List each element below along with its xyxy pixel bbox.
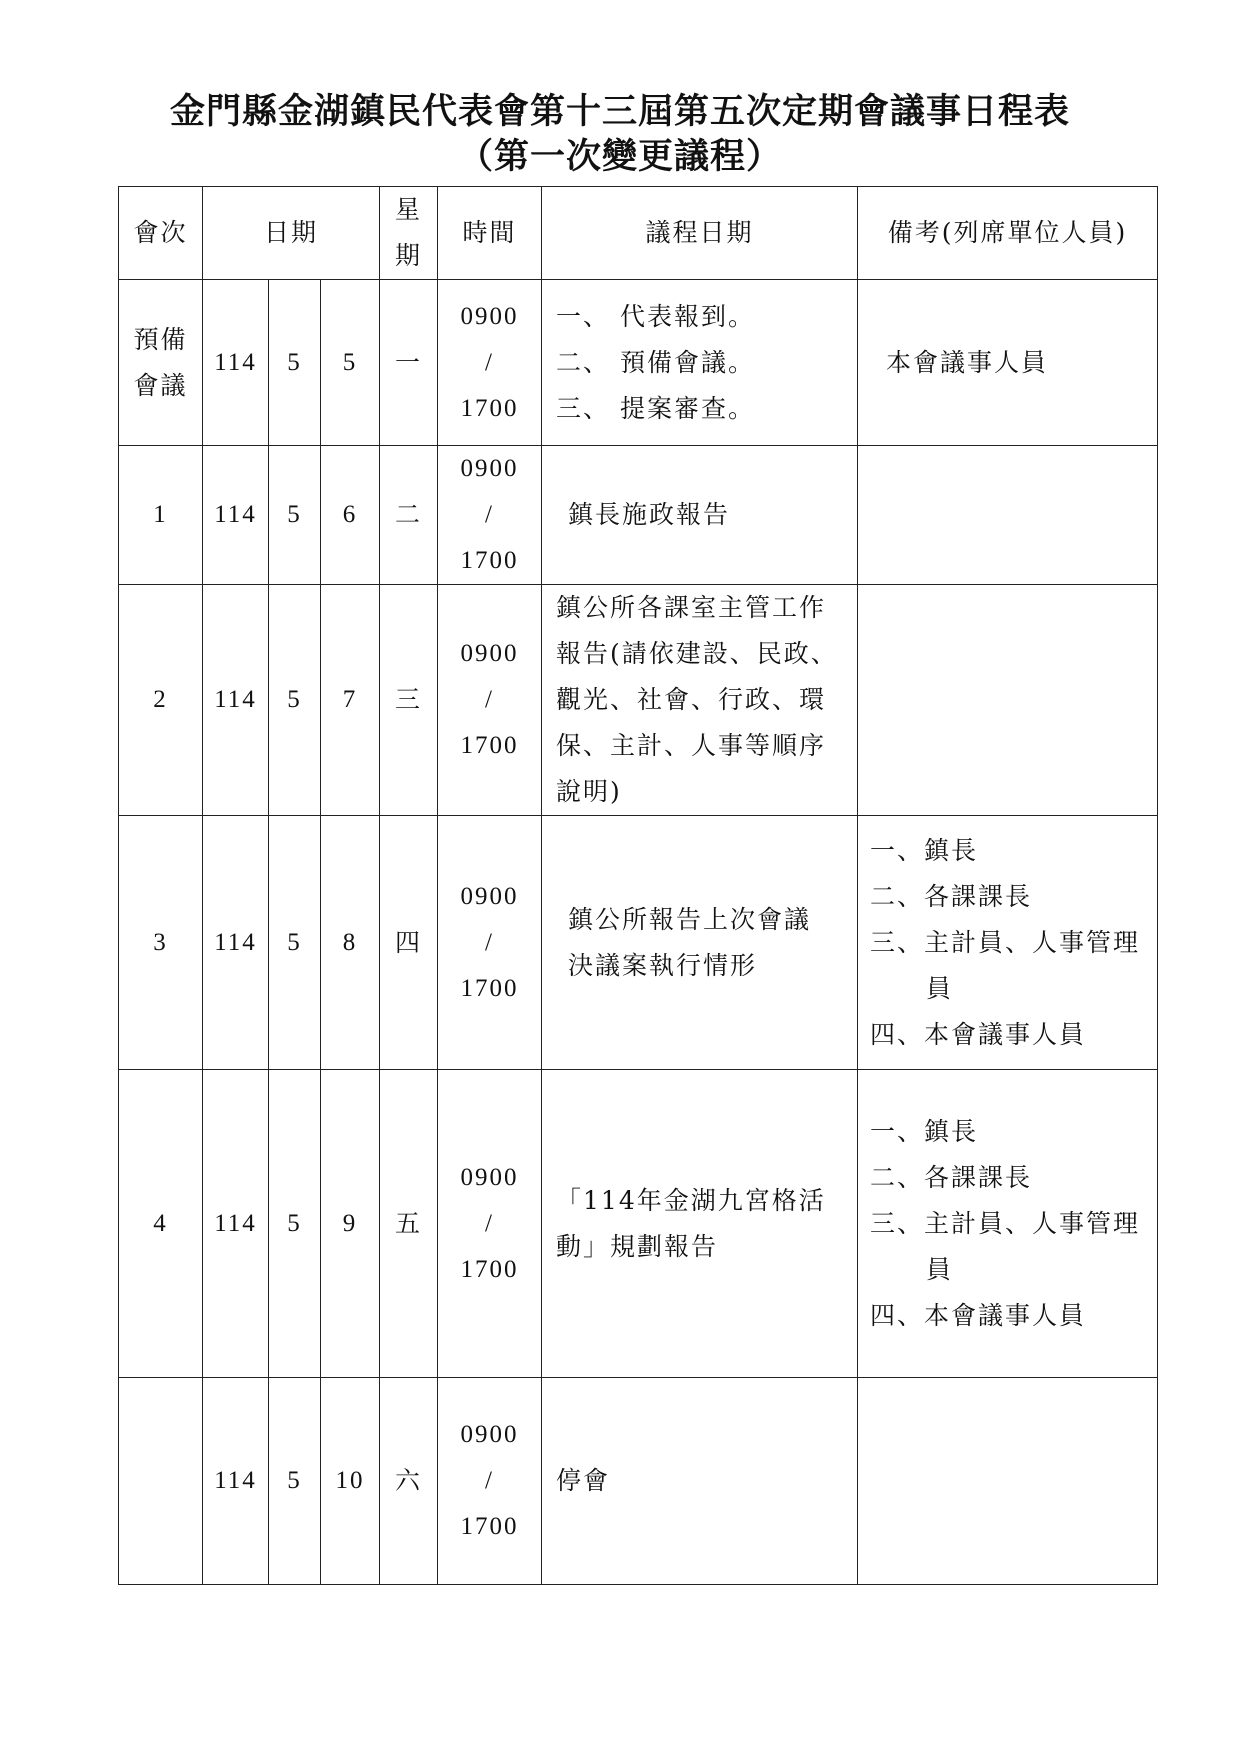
notes-line: 本會議事人員 [886, 347, 1049, 377]
time-start: 0900 [460, 1163, 519, 1191]
year-cell: 114 [203, 816, 269, 1070]
agenda-line: 「114年金湖九宮格活 [556, 1185, 826, 1215]
table-row [119, 585, 1158, 816]
month-cell: 5 [269, 585, 321, 816]
notes-line: 員 [926, 973, 954, 1003]
weekday-cell: 三 [380, 585, 438, 816]
day-cell: 8 [321, 816, 380, 1070]
agenda-line: 動」規劃報告 [556, 1231, 719, 1261]
time-end: 1700 [460, 974, 519, 1002]
time-start: 0900 [460, 1421, 519, 1448]
notes-line: 二、各課課長 [870, 1162, 1033, 1192]
table-row [119, 1070, 1158, 1378]
time-cell [438, 585, 542, 816]
time-start: 0900 [460, 882, 519, 910]
agenda-cell [542, 585, 858, 816]
table-row [119, 1378, 1158, 1585]
time-separator: / [485, 348, 494, 376]
notes-line: 一、鎮長 [870, 1116, 979, 1146]
session-cell: 3 [119, 816, 203, 1070]
weekday-cell: 六 [380, 1378, 438, 1585]
session-cell [119, 280, 203, 446]
month-cell: 5 [269, 1378, 321, 1585]
notes-line: 二、各課課長 [870, 881, 1033, 911]
session-cell: 2 [119, 585, 203, 816]
header-weekday-top: 星 [395, 195, 423, 224]
table-row [119, 446, 1158, 585]
document-subtitle: （第一次變更議程） [457, 137, 782, 177]
time-cell [438, 1378, 542, 1585]
year-cell: 114 [203, 585, 269, 816]
weekday-cell: 二 [380, 446, 438, 585]
agenda-line: 鎮公所各課室主管工作 [556, 593, 827, 622]
header-weekday [380, 187, 438, 280]
weekday-cell: 四 [380, 816, 438, 1070]
day-cell: 6 [321, 446, 380, 585]
notes-line: 四、本會議事人員 [870, 1300, 1087, 1330]
time-separator: / [485, 1209, 494, 1237]
agenda-cell [542, 446, 858, 585]
agenda-line: 三、 提案審查。 [556, 393, 755, 423]
notes-cell [858, 816, 1158, 1070]
session-cell [119, 1378, 203, 1585]
agenda-line: 停會 [556, 1466, 611, 1495]
time-separator: / [485, 501, 494, 528]
time-cell [438, 816, 542, 1070]
time-separator: / [485, 928, 494, 956]
agenda-line: 決議案執行情形 [568, 950, 758, 980]
time-cell [438, 1070, 542, 1378]
time-separator: / [485, 686, 494, 713]
header-time: 時間 [438, 187, 542, 280]
weekday-cell: 一 [380, 280, 438, 446]
agenda-line: 報告(請依建設、民政、 [556, 639, 838, 668]
day-cell: 9 [321, 1070, 380, 1378]
header-notes: 備考(列席單位人員) [858, 187, 1158, 280]
header-agenda: 議程日期 [542, 187, 858, 280]
month-cell: 5 [269, 446, 321, 585]
agenda-cell [542, 1070, 858, 1378]
agenda-line: 鎮公所報告上次會議 [568, 904, 812, 934]
notes-line: 三、主計員、人事管理 [870, 927, 1141, 957]
agenda-line: 觀光、社會、行政、環 [556, 685, 827, 714]
time-end: 1700 [460, 1513, 519, 1540]
agenda-line: 一、 代表報到。 [556, 301, 755, 331]
time-start: 0900 [460, 302, 519, 330]
notes-cell [858, 280, 1158, 446]
day-cell: 10 [321, 1378, 380, 1585]
session-text: 預備 [133, 324, 188, 354]
session-text: 會議 [133, 370, 188, 400]
month-cell: 5 [269, 816, 321, 1070]
agenda-cell [542, 816, 858, 1070]
year-cell: 114 [203, 446, 269, 585]
notes-line: 員 [926, 1254, 954, 1284]
month-cell: 5 [269, 1070, 321, 1378]
time-end: 1700 [460, 732, 519, 759]
agenda-cell [542, 280, 858, 446]
table-row [119, 816, 1158, 1070]
weekday-cell: 五 [380, 1070, 438, 1378]
header-row [119, 187, 1158, 280]
time-end: 1700 [460, 394, 519, 422]
year-cell: 114 [203, 1378, 269, 1585]
month-cell: 5 [269, 280, 321, 446]
time-separator: / [485, 1467, 494, 1494]
table-row [119, 280, 1158, 446]
agenda-cell [542, 1378, 858, 1585]
time-cell [438, 446, 542, 585]
header-session: 會次 [119, 187, 203, 280]
header-date-label: 日期 [264, 218, 319, 247]
time-end: 1700 [460, 1255, 519, 1283]
session-cell: 1 [119, 446, 203, 585]
notes-line: 四、本會議事人員 [870, 1019, 1087, 1049]
agenda-line: 說明) [556, 777, 622, 806]
time-start: 0900 [460, 640, 519, 667]
document-title: 金門縣金湖鎮民代表會第十三屆第五次定期會議事日程表 [169, 92, 1070, 132]
year-cell: 114 [203, 1070, 269, 1378]
agenda-line: 保、主計、人事等順序 [556, 731, 827, 760]
time-end: 1700 [460, 547, 519, 574]
agenda-line: 鎮長施政報告 [568, 500, 731, 529]
time-start: 0900 [460, 455, 519, 482]
schedule-table [118, 186, 1158, 1585]
time-cell [438, 280, 542, 446]
agenda-line: 二、 預備會議。 [556, 347, 755, 377]
header-date [203, 187, 380, 280]
notes-cell [858, 446, 1158, 585]
notes-line: 三、主計員、人事管理 [870, 1208, 1141, 1238]
day-cell: 5 [321, 280, 380, 446]
notes-cell [858, 1378, 1158, 1585]
header-weekday-bottom: 期 [395, 241, 423, 270]
day-cell: 7 [321, 585, 380, 816]
notes-cell [858, 585, 1158, 816]
session-cell: 4 [119, 1070, 203, 1378]
year-cell: 114 [203, 280, 269, 446]
notes-line: 一、鎮長 [870, 835, 979, 865]
notes-cell [858, 1070, 1158, 1378]
